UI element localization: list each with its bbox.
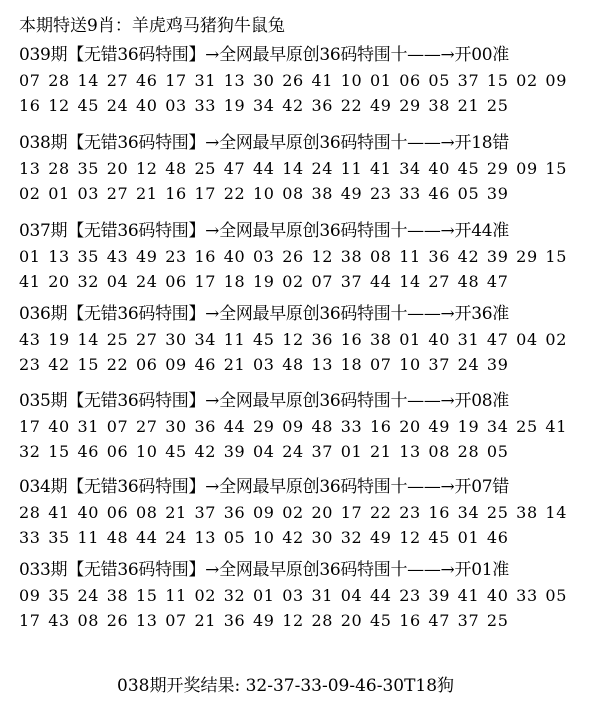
- period-title: 036期【无错36码特围】→全网最早原创36码特围十——→开36准: [19, 304, 509, 324]
- number-row: 16 12 45 24 40 03 33 19 34 42 36 22 49 29 38 21 25: [19, 96, 509, 115]
- period-title: 034期【无错36码特围】→全网最早原创36码特围十——→开07错: [19, 477, 509, 497]
- period-block-036: [19, 302, 589, 377]
- number-row: 32 15 46 06 10 45 42 39 04 24 37 01 21 13 08 28 05: [19, 442, 509, 461]
- number-row: 13 28 35 20 12 48 25 47 44 14 24 11 41 34 40 45 29 09 15: [19, 159, 567, 178]
- period-title: 035期【无错36码特围】→全网最早原创36码特围十——→开08准: [19, 391, 509, 411]
- number-row: 43 19 14 25 27 30 34 11 45 12 36 16 38 01 40 31 47 04 02: [19, 330, 567, 349]
- period-block-033: [19, 558, 589, 633]
- period-block-037: [19, 219, 589, 294]
- period-title: 039期【无错36码特围】→全网最早原创36码特围十——→开00准: [19, 45, 509, 65]
- number-row: 02 01 03 27 21 16 17 22 10 08 38 49 23 33 46 05 39: [19, 184, 509, 203]
- draw-result: 038期开奖结果: 32-37-33-09-46-30T18狗: [117, 676, 455, 696]
- number-row: 41 20 32 04 24 06 17 18 19 02 07 37 44 14 27 48 47: [19, 272, 509, 291]
- number-row: 07 28 14 27 46 17 31 13 30 26 41 10 01 06 05 37 15 02 09: [19, 71, 567, 90]
- period-title: 033期【无错36码特围】→全网最早原创36码特围十——→开01准: [19, 560, 509, 580]
- number-row: 17 43 08 26 13 07 21 36 49 12 28 20 45 16 47 37 25: [19, 611, 509, 630]
- number-row: 33 35 11 48 44 24 13 05 10 42 30 32 49 12 45 01 46: [19, 528, 509, 547]
- period-block-039: [19, 43, 589, 118]
- period-block-035: [19, 389, 589, 464]
- number-row: 23 42 15 22 06 09 46 21 03 48 13 18 07 10 37 24 39: [19, 355, 509, 374]
- number-row: 09 35 24 38 15 11 02 32 01 03 31 04 44 23 39 41 40 33 05: [19, 586, 567, 605]
- header-prefix: 本期特送9肖：: [19, 16, 132, 36]
- period-block-038: [19, 131, 589, 206]
- number-row: 17 40 31 07 27 30 36 44 29 09 48 33 16 20 49 19 34 25 41: [19, 417, 567, 436]
- number-row: 01 13 35 43 49 23 16 40 03 26 12 38 08 11 36 42 39 29 15: [19, 247, 567, 266]
- period-title: 037期【无错36码特围】→全网最早原创36码特围十——→开44准: [19, 221, 509, 241]
- period-title: 038期【无错36码特围】→全网最早原创36码特围十——→开18错: [19, 133, 509, 153]
- number-row: 28 41 40 06 08 21 37 36 09 02 20 17 22 23 16 34 25 38 14: [19, 503, 567, 522]
- header: [19, 11, 285, 36]
- period-block-034: [19, 475, 589, 550]
- header-zodiacs: 羊虎鸡马猪狗牛鼠兔: [131, 16, 285, 36]
